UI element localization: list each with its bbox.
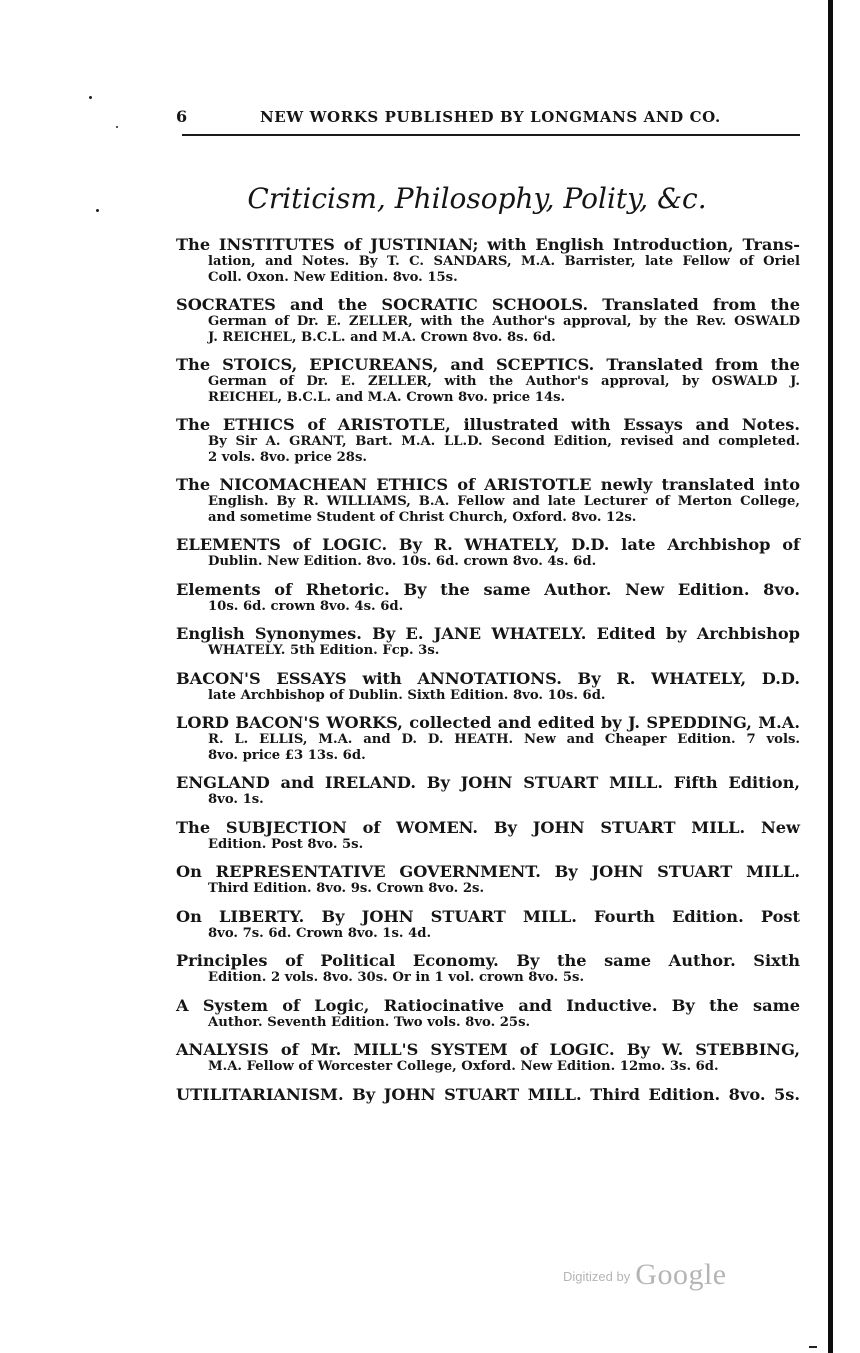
entry-detail-line: Author. Seventh Edition. Two vols. 8vo. 25s.: [208, 1014, 531, 1030]
catalogue-entry: [176, 1085, 800, 1104]
entry-title: The SUBJECTION of WOMEN. By JOHN STUART MILL. New: [176, 817, 800, 837]
watermark-brand: Google: [635, 1258, 727, 1291]
entry-title: The STOICS, EPICUREANS, and SCEPTICS. Translated from the: [176, 355, 800, 374]
entry-details: [208, 494, 800, 525]
entry-details: [208, 314, 800, 345]
entry-title: A System of Logic, Ratiocinative and Inductive. By the same: [176, 995, 800, 1015]
entry-detail-line: 8vo. price £3 13s. 6d.: [208, 747, 366, 763]
entry-details: [208, 1015, 800, 1031]
entry-detail-line: Coll. Oxon. New Edition. 8vo. 15s.: [208, 269, 458, 285]
digitized-watermark: [563, 1258, 727, 1292]
entry-detail-line: By Sir A. GRANT, Bart. M.A. LL.D. Second Edition, revised and completed.: [208, 434, 800, 449]
section-title: Criticism, Philosophy, Polity, &c.: [247, 182, 707, 215]
entry-detail-line: late Archbishop of Dublin. Sixth Edition. 8vo. 10s. 6d.: [208, 687, 606, 703]
entry-detail-line: German of Dr. E. ZELLER, with the Author's approval, by OSWALD J.: [208, 374, 800, 389]
entry-detail-line: German of Dr. E. ZELLER, with the Author's approval, by the Rev. OSWALD: [208, 314, 800, 329]
catalogue-entry: [176, 295, 800, 345]
entry-title: ANALYSIS of Mr. MILL'S SYSTEM of LOGIC. By W. STEBBING,: [176, 1040, 800, 1059]
entry-details: [208, 434, 800, 465]
entry-title: Principles of Political Economy. By the same Author. Sixth: [176, 951, 800, 970]
entry-detail-line: Edition. 2 vols. 8vo. 30s. Or in 1 vol. crown 8vo. 5s.: [208, 970, 585, 985]
entry-title: On REPRESENTATIVE GOVERNMENT. By JOHN STUART MILL.: [176, 862, 800, 881]
ink-speck: [116, 126, 118, 128]
entry-details: [208, 599, 800, 615]
entry-detail-line: M.A. Fellow of Worcester College, Oxford. New Edition. 12mo. 3s. 6d.: [208, 1059, 719, 1074]
catalogue-list: [176, 235, 800, 1114]
entry-detail-line: J. REICHEL, B.C.L. and M.A. Crown 8vo. 8s. 6d.: [208, 329, 556, 345]
entry-details: [208, 643, 800, 659]
catalogue-entry: [176, 818, 800, 853]
entry-details: [208, 837, 800, 853]
ink-speck: [89, 96, 92, 99]
catalogue-entry: [176, 907, 800, 942]
entry-detail-line: WHATELY. 5th Edition. Fcp. 3s.: [208, 643, 440, 658]
running-head: NEW WORKS PUBLISHED BY LONGMANS AND CO.: [260, 108, 721, 126]
entry-title: UTILITARIANISM. By JOHN STUART MILL. Third Edition. 8vo. 5s.: [176, 1084, 800, 1104]
entry-detail-line: English. By R. WILLIAMS, B.A. Fellow and late Lecturer of Merton College,: [208, 494, 800, 509]
entry-detail-line: 10s. 6d. crown 8vo. 4s. 6d.: [208, 598, 404, 614]
entry-details: [208, 374, 800, 405]
catalogue-entry: [176, 355, 800, 405]
catalogue-entry: [176, 235, 800, 285]
page-number: 6: [176, 107, 188, 126]
catalogue-entry: [176, 580, 800, 615]
entry-details: [208, 970, 800, 986]
entry-detail-line: lation, and Notes. By T. C. SANDARS, M.A. Barrister, late Fellow of Oriel: [208, 254, 800, 269]
entry-title: The INSTITUTES of JUSTINIAN; with English Introduction, Trans-: [176, 235, 800, 254]
catalogue-entry: [176, 669, 800, 704]
entry-title: LORD BACON'S WORKS, collected and edited by J. SPEDDING, M.A.: [176, 713, 800, 732]
catalogue-entry: [176, 996, 800, 1031]
entry-detail-line: 2 vols. 8vo. price 28s.: [208, 449, 367, 465]
catalogue-entry: [176, 475, 800, 525]
catalogue-entry: [176, 773, 800, 808]
entry-title: The ETHICS of ARISTOTLE, illustrated with Essays and Notes.: [176, 415, 800, 434]
ink-speck: [809, 1346, 817, 1348]
entry-detail-line: 8vo. 1s.: [208, 792, 264, 807]
entry-detail-line: REICHEL, B.C.L. and M.A. Crown 8vo. price 14s.: [208, 389, 566, 405]
watermark-prefix: Digitized by: [563, 1269, 631, 1284]
catalogue-entry: [176, 951, 800, 986]
entry-details: [208, 732, 800, 763]
entry-detail-line: and sometime Student of Christ Church, Oxford. 8vo. 12s.: [208, 509, 637, 525]
catalogue-entry: [176, 415, 800, 465]
entry-details: [208, 254, 800, 285]
entry-detail-line: Dublin. New Edition. 8vo. 10s. 6d. crown 8vo. 4s. 6d.: [208, 554, 597, 569]
entry-detail-line: 8vo. 7s. 6d. Crown 8vo. 1s. 4d.: [208, 925, 432, 941]
entry-title: On LIBERTY. By JOHN STUART MILL. Fourth Edition. Post: [176, 906, 800, 926]
catalogue-entry: [176, 1040, 800, 1075]
entry-details: [208, 926, 800, 942]
catalogue-entry: [176, 713, 800, 763]
entry-title: BACON'S ESSAYS with ANNOTATIONS. By R. WHATELY, D.D.: [176, 668, 800, 688]
entry-detail-line: Third Edition. 8vo. 9s. Crown 8vo. 2s.: [208, 881, 485, 896]
entry-details: [208, 881, 800, 897]
catalogue-entry: [176, 535, 800, 570]
entry-details: [208, 1059, 800, 1075]
entry-details: [208, 688, 800, 704]
entry-detail-line: Edition. Post 8vo. 5s.: [208, 836, 364, 852]
entry-title: The NICOMACHEAN ETHICS of ARISTOTLE newly translated into: [176, 475, 800, 494]
entry-title: Elements of Rhetoric. By the same Author. New Edition. 8vo.: [176, 579, 800, 599]
entry-details: [208, 792, 800, 808]
header-rule: [182, 134, 800, 136]
catalogue-entry: [176, 862, 800, 897]
entry-details: [208, 554, 800, 570]
entry-title: English Synonymes. By E. JANE WHATELY. Edited by Archbishop: [176, 624, 800, 643]
entry-title: SOCRATES and the SOCRATIC SCHOOLS. Translated from the: [176, 295, 800, 314]
catalogue-entry: [176, 624, 800, 659]
page-header: [176, 107, 800, 131]
entry-title: ENGLAND and IRELAND. By JOHN STUART MILL. Fifth Edition,: [176, 773, 800, 792]
entry-title: ELEMENTS of LOGIC. By R. WHATELY, D.D. late Archbishop of: [176, 535, 800, 554]
entry-detail-line: R. L. ELLIS, M.A. and D. D. HEATH. New and Cheaper Edition. 7 vols.: [208, 732, 800, 747]
